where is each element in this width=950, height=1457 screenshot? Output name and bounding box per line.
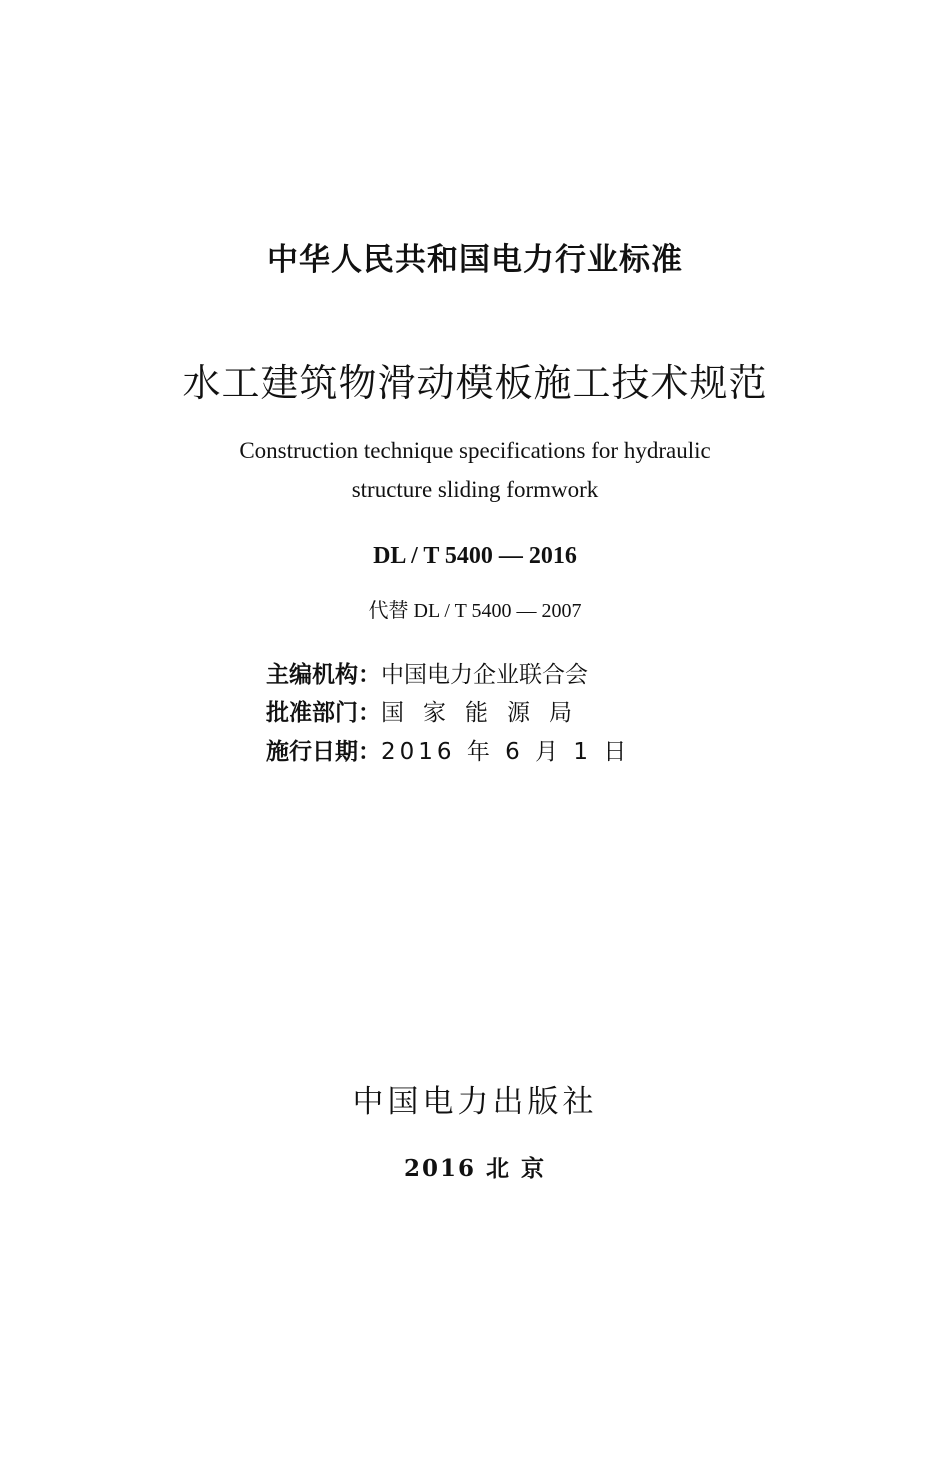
- standard-code: DL / T 5400 — 2016: [373, 543, 577, 569]
- editor-label: 主编机构：: [266, 662, 381, 688]
- effective-date-label: 施行日期：: [266, 739, 381, 765]
- title-english-line1: Construction technique specifications for hydraulic: [239, 438, 711, 463]
- title-english-line2: structure sliding formwork: [351, 477, 599, 502]
- editor-row: [266, 656, 588, 689]
- effective-date-row: [266, 733, 630, 766]
- publication-year-place: 2016 北 京: [403, 1155, 547, 1182]
- approver-value: 国家能源局: [381, 700, 591, 726]
- effective-date-value: 2016 年 6 月 1 日: [381, 739, 631, 765]
- title-chinese: 水工建筑物滑动模板施工技术规范: [182, 361, 768, 405]
- approver-label: 批准部门：: [266, 700, 381, 726]
- approver-row: [266, 694, 591, 727]
- replaces-standard: 代替 DL / T 5400 — 2007: [368, 600, 582, 622]
- publisher: 中国电力出版社: [352, 1084, 598, 1120]
- industry-standard-header: 中华人民共和国电力行业标准: [267, 242, 683, 278]
- editor-value: 中国电力企业联合会: [381, 662, 588, 688]
